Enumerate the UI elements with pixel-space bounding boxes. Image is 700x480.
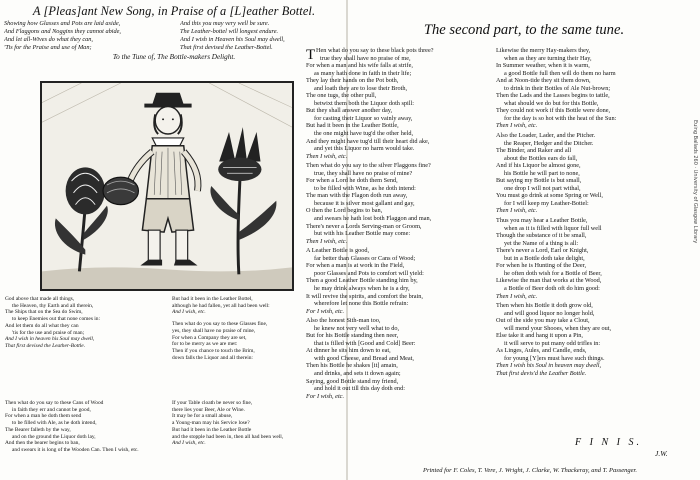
verse-line: what should we do but for this Bottle,	[504, 99, 599, 107]
left-title: A [Pleas]ant New Song, in Praise of a [L]eather Bottel.	[32, 4, 316, 18]
verse-line: will mend your Shooes, when they are out,	[504, 324, 612, 332]
verse-line: Then a good Leather Bottle standing him by,	[306, 277, 418, 285]
verse-line: Then what do you say to the silver Flaggons fine?	[306, 162, 431, 170]
left-verse-1	[5, 296, 167, 350]
verse-line: Else take it and hang it upon a Pin,	[496, 332, 583, 340]
verse-line: and swears he hath lost both Flaggon and man,	[314, 215, 432, 223]
woodcut-illustration	[40, 81, 294, 291]
verse-line: For when a man he doth them send	[5, 413, 82, 420]
woodcut-image	[42, 83, 292, 289]
verse-line: And this you may very well be sure.	[180, 20, 270, 27]
left-verse-4	[172, 400, 342, 447]
verse-line: The Leather-bottel will longest endure.	[180, 28, 279, 36]
verse-line: The Bearer falleth by the way,	[5, 426, 71, 433]
verse-line: And let them do all what they can	[5, 322, 79, 329]
verse-line: Then what do you say to these Glasses fine,	[172, 321, 268, 328]
verse-line: with good Cheese, and Bread and Meat,	[314, 354, 414, 362]
verse-line: Saying, good Bottle stand my friend,	[306, 377, 399, 385]
verse-line: yes, they shall have no praise of mine,	[172, 327, 256, 334]
verse-line: A Leather Bottle is good,	[306, 247, 370, 255]
left-verse-3	[5, 400, 167, 454]
verse-line: the Heaven, thy Earth and all therein,	[12, 302, 94, 309]
verse-line: true, they shall have no praise of mine?	[314, 169, 413, 177]
verse-line: Likewise the merry Hay-makers they,	[496, 47, 591, 54]
verse-line: For I wish, etc.	[306, 392, 345, 400]
verse-line: At dinner he sits him down to eat,	[306, 347, 391, 355]
verse-line: a Young-man may his Service lose?	[172, 420, 250, 427]
verse-line: a good Bottle full then will do them no harm	[504, 69, 616, 77]
verse-line: far better than Glasses or Cans of Wood;	[314, 254, 416, 262]
verse-line: Then I wish, etc.	[496, 292, 538, 300]
verse-line: although he had fallen, yet all had been well:	[172, 302, 270, 309]
verse-line: for I will keep my Leather-Bottel:	[504, 199, 589, 207]
verse-line: The one tugs, the other pull,	[306, 92, 377, 100]
verse-line: But they shall answer another day,	[306, 107, 393, 115]
verse-line: and the stopple had been in, then all had been well,	[172, 433, 284, 440]
verse-line: in faith they err and cannot be good,	[12, 406, 91, 413]
verse-line: Out of the side you may take a Clout,	[496, 317, 590, 325]
verse-line: You must go drink at some Spring or Well,	[496, 192, 603, 200]
verse-line: to keep Enemies out that none comes in:	[12, 316, 101, 323]
verse-line: Also the Loader, Lader, and the Pitcher.	[496, 132, 596, 140]
verse-line: And Flaggons and Noggins they cannot abide,	[4, 28, 122, 36]
verse-line: And I wish, etc.	[172, 309, 206, 316]
verse-line: betwixt them both the Liquor doth spill:	[314, 99, 414, 107]
verse-line: God above that made all things,	[5, 296, 75, 302]
verse-line: true they shall have no praise of me,	[320, 54, 411, 62]
verse-line: Also the honest Sith-man too,	[306, 317, 381, 325]
verse-line: Then I wish, etc.	[306, 237, 348, 245]
verse-line: If your Table cloath be never so fine,	[172, 400, 253, 406]
verse-line: for the day is so hot with the heat of the Sun:	[504, 114, 617, 122]
verse-line: As Linges, Aules, and Candle, ends,	[496, 347, 587, 355]
verse-line: Then I wish, etc.	[306, 152, 348, 160]
verse-line: when as it is filled with liquor full well	[504, 224, 602, 232]
verse-line: That first devised the Leather-Bottle.	[5, 342, 86, 349]
verse-line: to be filled with Ale, as he doth intend,	[12, 420, 97, 427]
verse-line: there lies your Beer, Ale or Wine.	[172, 406, 245, 413]
verse-line: Thus you may hear a Leather Bottle,	[496, 217, 588, 225]
verse-line: but with his Leather Bottle may come:	[314, 230, 411, 238]
verse-line: 'Tis for the Praise and use of Man;	[4, 44, 92, 52]
verse-line: for to be merry as we are met:	[172, 341, 238, 348]
verse-line: That first devis'd the Leather Bottle.	[496, 369, 587, 377]
right-column-a-lines	[306, 47, 494, 400]
verse-line: For when a Lord he doth them Send,	[306, 177, 398, 185]
verse-line: The Ships that on the Sea do Swim,	[5, 309, 83, 316]
verse-line: Showing how Glasses and Pots are laid aside,	[4, 20, 121, 27]
verse-line: and yet this Liquor no harm would take.	[314, 145, 415, 153]
verse-line: the Reaper, Hedger and the Ditcher.	[504, 139, 594, 147]
right-column-b	[496, 47, 692, 378]
verse-line: Then I wish his Soul in heaven may dwell,	[496, 362, 602, 370]
verse-line: his Bottle he will part to none,	[504, 169, 580, 177]
printer-imprint: Printed for F. Coles, T. Vere, J. Wright, J. Clarke, W. Thackeray, and T. Passenger.	[422, 467, 637, 474]
verse-line: that is filled with [Good and Cold] Beer:	[314, 339, 416, 347]
verse-line: about the Bottles ears do fall,	[504, 154, 578, 162]
catalog-edge-text	[690, 120, 700, 360]
right-title: The second part, to the same tune.	[423, 22, 625, 38]
dropcap-letter: T	[306, 47, 316, 63]
verse-line: and drinks, and sets it down again;	[314, 369, 401, 377]
verse-line: he may drink always when he is a dry,	[314, 284, 410, 292]
author-initials: J.W.	[655, 449, 668, 458]
verse-line: Likewise the man that works at the Wood,	[496, 277, 602, 285]
verse-line: That first devised the Leather-Bottel.	[180, 44, 273, 52]
verse-line: one drop I will not part withal,	[504, 184, 581, 192]
verse-line: it will serve to put many odd trifles in:	[504, 339, 601, 347]
verse-line: And I wish, etc.	[172, 440, 206, 447]
verse-line: The Binder, and Raker and all	[496, 147, 572, 155]
verse-line: The man with the Flagon doth run away,	[306, 192, 408, 200]
verse-line: down falls the Liquor and all therein:	[172, 354, 253, 361]
verse-line: and on the ground the Liquor doth lay,	[12, 433, 96, 440]
verse-line: It may be for a small abuse,	[172, 413, 233, 420]
verse-line: And they might have tug'd till their heart did ake,	[306, 137, 430, 145]
verse-line: to drink in their Bottles of Ale Nut-brown;	[504, 84, 611, 92]
verse-line: And if his Liquor be almost gone,	[496, 162, 581, 170]
verse-line: Then I wish, etc.	[496, 122, 538, 130]
verse-line: Then if you chance to touch the Brim,	[172, 347, 255, 354]
verse-line: And let all-Wives do what they can,	[4, 36, 94, 44]
catalog-edge-label: Euing Ballads 260 · University of Glasgow Library	[692, 120, 698, 244]
verse-line: There's never a Lords Serving-man or Groom,	[306, 222, 422, 230]
verse-line: Then the Lads and the Lasses begins to tattle,	[496, 92, 610, 100]
verse-line: But had it been in the Leather Bottel,	[172, 296, 253, 302]
verse-line: But had it been in the Leather Bottle,	[306, 122, 399, 130]
verse-line: to be filled with Wine, as he doth intend:	[314, 184, 416, 192]
verse-line: They could not work if this Bottle were done,	[496, 107, 611, 115]
verse-line: In Summer weather, when it is warm,	[496, 62, 590, 70]
verse-line: For when a man is at work in the Field,	[306, 262, 405, 270]
verse-line: wherefore let none this Bottle refrain:	[314, 300, 409, 308]
verse-line: when as they are turning their Hay,	[504, 54, 592, 62]
verse-line: and loath they are to lose their Broth,	[314, 84, 408, 92]
verse-line: Hen what do you say to these black pots three?	[316, 47, 434, 54]
verse-line: And I wish in heaven his Soul may dwell,	[5, 336, 95, 343]
verse-line: he knew not very well what to do,	[314, 324, 400, 332]
verse-line: But saying my Bottle is but small,	[496, 177, 582, 185]
verse-line: poor Glasses and Pots to comfort will yield:	[314, 269, 424, 277]
verse-line: Then his Bottle he shakes [it] amain,	[306, 362, 398, 370]
verse-line: Then what do you say to these Cans of Wood	[5, 400, 104, 406]
verse-line: Then I wish, etc.	[496, 207, 538, 215]
tune-line: To the Tune of, The Bottle-makers Delight.	[112, 53, 236, 61]
verse-line: as many hath done in faith in their life;	[314, 69, 412, 77]
header-verse-col-a	[4, 20, 172, 52]
verse-line: And at Noon-tide they sit them down,	[496, 77, 591, 85]
verse-line: and will good liquor no longer hold,	[504, 309, 595, 317]
verse-line: Then when his Bottle it doth grow old,	[496, 302, 593, 310]
verse-line: For I wish, etc.	[306, 307, 345, 315]
verse-line: For when a man and his wife falls at strife,	[306, 62, 413, 70]
verse-line: for casting their Liquor so vainly away,	[314, 114, 413, 122]
verse-line: yet the Name of a thing is all:	[504, 239, 579, 247]
verse-line: For when a Company they are set,	[172, 334, 247, 341]
finis-mark: F I N I S.	[575, 437, 642, 448]
right-column-b-lines	[496, 47, 692, 378]
verse-line: Though the substance of it be small,	[496, 232, 587, 240]
verse-line: a Bottle of Beer doth oft do him good:	[504, 284, 600, 292]
verse-line: And then the bearer begins to ban,	[5, 440, 80, 447]
verse-line: and hold it out till this day doth end:	[314, 385, 405, 393]
verse-line: and swears it is long of the Wooden Can. Then I wish, etc.	[12, 446, 139, 453]
verse-line: O then the Lord begins to ban,	[306, 207, 383, 215]
verse-line: And I wish in Heaven his Soul may dwell,	[180, 36, 285, 44]
verse-line: but in a Bottle doth take delight,	[504, 254, 585, 262]
verse-line: 'tis for the use and praise of man;	[12, 329, 85, 336]
verse-line: the one might have tug'd the other held,	[314, 130, 414, 138]
verse-line: he often doth wish for a Bottle of Beer,	[504, 269, 602, 277]
right-column-a	[306, 47, 494, 400]
verse-line: For when he is Hunting of the Deer,	[496, 262, 587, 270]
verse-line: But had it been in the Leather Bottle	[172, 426, 252, 433]
verse-line: They lay their hands on the Pot both,	[306, 77, 399, 85]
verse-line: It will revive the spirits, and comfort the brain,	[306, 292, 423, 300]
verse-line: There's never a Lord, Earl or Knight,	[496, 247, 589, 255]
verse-line: But for his Bottle standing then neer,	[306, 332, 399, 340]
verse-line: for young [Y]ers must have such things.	[504, 354, 605, 362]
verse-line: because it is silver most gallant and gay,	[314, 199, 415, 207]
